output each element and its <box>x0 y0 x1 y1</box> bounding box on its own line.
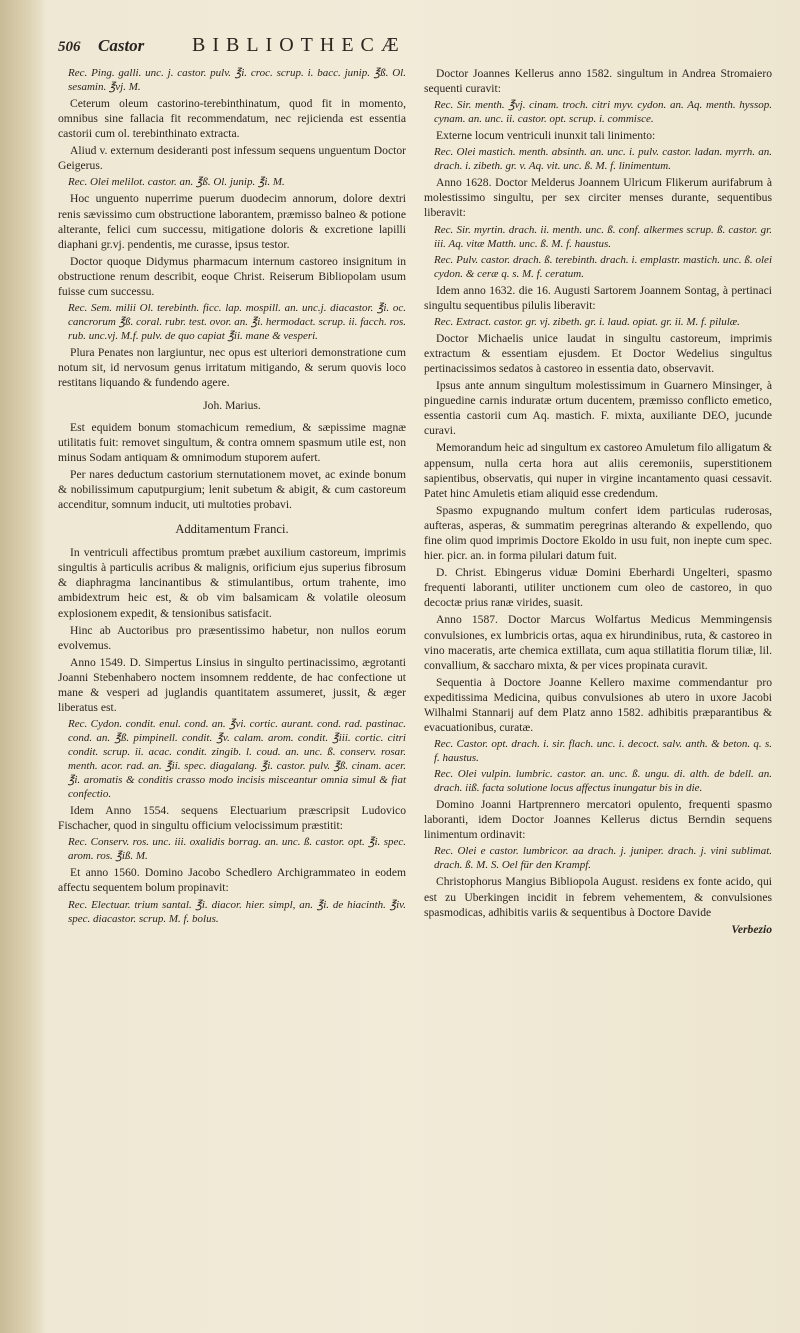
paragraph: Memorandum heic ad singultum ex castoreo Amuletum filo alligatum & appensum, nulla certa hora aut aliis ceremoniis, superstitionem sapientibus, observatis, qui nuper in virgine incantamento quasi cessavit. Patet hinc Amuletis etiam aliquid esse credendum. <box>424 441 772 500</box>
prescription: Rec. Extract. castor. gr. vj. zibeth. gr. i. laud. opiat. gr. ii. M. f. pilulæ. <box>434 315 740 328</box>
binding-shadow <box>0 0 46 1333</box>
paragraph: Doctor quoque Didymus pharmacum internum castoreo insignitum in obstructione renum describit, eoque Christ. Reiserum Bibliopolam usum fuisse cum successu. <box>58 254 406 299</box>
paragraph: Domino Joanni Hartprennero mercatori opulento, frequenti spasmo laboranti, idem Doctor Joannes Kellerus dictus Berndin sequens linimentum ordinavit: <box>424 798 772 842</box>
paragraph: Doctor Michaelis unice laudat in singultu castoreum, imprimis extractum & essentiam ejusdem. Et Doctor Wedelius singultus pertinacissimos sedatos à castoreo in essentia dato, observavit. <box>424 331 772 375</box>
prescription: Rec. Conserv. ros. unc. iii. oxalidis borrag. an. unc. ß. castor. opt. ℥i. spec. arom. ros. ℥iß. M. <box>68 836 406 863</box>
page-number: 506 <box>58 39 81 55</box>
prescription: Rec. Electuar. trium santal. ℥i. diacor. hier. simpl, an. ℥i. de hiacinth. ℥iv. spec. diacastor. scrup. M. f. bolus. <box>68 898 406 925</box>
left-column <box>58 66 406 939</box>
paragraph: Anno 1628. Doctor Melderus Joannem Ulricum Flikerum aurifabrum à molestissimo singultu, per sex circiter menses durante, sequentibus liberavit: <box>424 176 772 220</box>
paragraph: Ceterum oleum castorino-terebinthinatum, quod fit in momento, omnibus sine fallacia fit recommendatum, nec rejicienda est essentia castorii cum ol. terebinthinato extracta. <box>58 97 406 141</box>
paragraph: Doctor Joannes Kellerus anno 1582. singultum in Andrea Stromaiero sequenti curavit: <box>424 67 772 96</box>
paragraph: Spasmo expugnando multum confert idem particulas ruderosas, aufteras, asperas, & summatim peregrinas alterando & expellendo, quo fine olim quod imprimis Doctore Ekoldo in usu fuit, non inepte cum spec. hier. picr. an. in forma pilulari datum fuit. <box>424 503 772 563</box>
section-heading: Additamentum Franci. <box>175 522 289 537</box>
paragraph: Ipsus ante annum singultum molestissimum in Guarnero Minsinger, à pinguedine carnis induratæ ortum ducentem, præmisso conflicto emetico, essentia castorii cum Aq. mastich. F. mixta, auxiliante DEO, jucunde curavi. <box>424 379 772 438</box>
prescription: Rec. Olei e castor. lumbricor. aa drach. j. juniper. drach. j. vini sublimat. drach. ß. M. S. Oel für den Krampf. <box>434 845 772 872</box>
prescription: Rec. Castor. opt. drach. i. sir. flach. unc. i. decoct. salv. anth. & beton. q. s. f. haustus. <box>434 738 772 765</box>
paragraph: Anno 1587. Doctor Marcus Wolfartus Medicus Memmingensis convulsiones, ex lumbricis ortas, aqua ex hirundinibus, ruta, & castoreo in vino maceratis, arte chemica extillata, cum aqua stillatitia florum tiliæ, lil. convallium, & saccharo mixta, & per vices propinata curavit. <box>424 613 772 672</box>
paragraph: Est equidem bonum stomachicum remedium, & sæpissime magnæ utilitatis fuit: removet singultum, & contra omnem spasmum utile est, non minus Sodam antiquam & omnimodum stuporem aufert. <box>58 420 406 464</box>
prescription: Rec. Cydon. condit. enul. cond. an. ℥vi. cortic. aurant. cond. rad. pastinac. cond. an. ℥ß. pimpinell. condit. ℥v. calam. arom. condit. ℥iii. cortic. citri condit. scrup. ii. acac. condit. zingib. l. coud. an. unc. ß. conserv. rosar. menth. acor. rad. an. ℥ii. spec. diagalang. ℥i. castor. pulv. ℥ß. cinam. acer. ℥i. aromatis & conditis crasso modo incisis misceantur omnia simul & fiat confectio. <box>68 718 406 801</box>
paragraph: Externe locum ventriculi inunxit tali linimento: <box>436 129 656 143</box>
prescription: Rec. Sir. menth. ℥vj. cinam. troch. citri myv. cydon. an. Aq. menth. hyssop. cynam. an. unc. ii. castor. opt. scrup. i. commisce. <box>434 99 772 126</box>
paragraph: Anno 1549. D. Simpertus Linsius in singulto pertinacissimo, ægrotanti Joanni Stebenhabero noctem insomnem reddente, de hac confectione ut mane & vesperi ad juglandis quantitatem assumeret, jussit, & æger liberatus est. <box>58 655 406 715</box>
prescription: Rec. Olei mastich. menth. absinth. an. unc. i. pulv. castor. ladan. myrrh. an. drach. i. zibeth. gr. v. Aq. vit. unc. ß. M. f. linimentum. <box>434 146 772 173</box>
paragraph: Idem Anno 1554. sequens Electuarium præscripsit Ludovico Fischacher, quod in singultu officium velocissimum præstitit: <box>58 804 406 833</box>
prescription: Rec. Ping. galli. unc. j. castor. pulv. ℥i. croc. scrup. i. bacc. junip. ℥ß. Ol. sesamin. ℥vj. M. <box>68 67 406 93</box>
right-column <box>424 66 772 939</box>
page-title: BIBLIOTHECÆ <box>192 34 406 56</box>
page-header <box>58 34 772 60</box>
prescription: Rec. Olei vulpin. lumbric. castor. an. unc. ß. ungu. di. alth. de bdell. an. drach. iiß. facta solutione locus affectus inungatur bis in die. <box>434 768 772 795</box>
prescription: Rec. Sir. myrtin. drach. ii. menth. unc. ß. conf. alkermes scrup. ß. castor. gr. iii. Aq. vitæ Matth. unc. ß. M. f. haustus. <box>434 223 772 250</box>
paragraph: Idem anno 1632. die 16. Augusti Sartorem Joannem Sontag, à pertinaci singultu sequentibus pilulis liberavit: <box>424 283 772 312</box>
paragraph: Christophorus Mangius Bibliopola August. residens ex fonte acido, qui est zu Uberkingen incidit in febrem vehementem, & convulsiones spasmodicas, adhibitis variis & sequentibus à Doctore Davide <box>424 875 772 919</box>
paragraph: In ventriculi affectibus promtum præbet auxilium castoreum, imprimis singultis à particulis acribus & malignis, orificium ejus superius fibrosum & diaphragma lancinantibus & stimulantibus, ortum trahente, imo ambidextrum heic est, & ob vim balsamicam & volatile oleosum explosionem expedit, & tensionibus satisfacit. <box>58 546 406 620</box>
prescription: Rec. Pulv. castor. drach. ß. terebinth. drach. i. emplastr. mastich. unc. ß. olei cydon. & ceræ q. s. M. f. ceratum. <box>434 253 772 280</box>
running-head: Castor <box>98 36 145 55</box>
paragraph: Et anno 1560. Domino Jacobo Schedlero Archigrammateo in eodem affectu sequentem bolum propinavit: <box>58 866 406 895</box>
paragraph: Hoc unguento nuperrime puerum duodecim annorum, dolore dextri renis sævissimo cum obstructione laborantem, præmisso balneo & potione alterante, felici cum successu, mitigatione doloris & excretione lapilli diaphani gr.vj. pendentis, me curasse, ipsus testor. <box>58 192 406 251</box>
text-columns <box>58 66 772 939</box>
paragraph: D. Christ. Ebingerus viduæ Domini Eberhardi Ungelteri, spasmo frequenti laboranti, utiliter unctionem cum oleo de castoreo, in quo decoctæ prius ranæ virides, suasit. <box>424 566 772 610</box>
paragraph: Per nares deductum castorium sternutationem movet, ac exinde bonum & nobilissimum caputpurgium; lenit subetum & abigit, & cum castoreum accenditur, somnum inducit, uti multoties probavi. <box>58 467 406 511</box>
paragraph: Hinc ab Auctoribus pro præsentissimo habetur, non nullos eorum evolvemus. <box>58 623 406 652</box>
paragraph: Sequentia à Doctore Joanne Kellero maxime commendantur pro expeditissima Medicina, quibus convulsiones ab utero in uxore Jacobi Wilhalmi Stannarij auf dem Platz anno 1582. adhibitis præparantibus & evacuationibus, curatæ. <box>424 675 772 735</box>
author-signature: Joh. Marius. <box>203 399 261 413</box>
paragraph: Aliud v. externum desideranti post infessum sequens unguentum Doctor Geigerus. <box>58 144 406 173</box>
paragraph: Plura Penates non largiuntur, nec opus est ulteriori demonstratione cum notum sit, id nervosum genus irritatum mitigando, & serum quovis loco restitans liquando & fundendo agere. <box>58 346 406 390</box>
catchword: Verbezio <box>731 922 772 936</box>
prescription: Rec. Sem. milii Ol. terebinth. ficc. lap. mospill. an. unc.j. diacastor. ℥i. oc. cancrorum ℥ß. coral. rubr. test. ovor. an. ℥i. hermodact. scrup. ii. facch. ros. rub. unc.vj. M.f. pulv. de quo capiat ℥ii. mane & vesperi. <box>68 302 406 343</box>
prescription: Rec. Olei melilot. castor. an. ℥ß. Ol. junip. ℥i. M. <box>68 176 285 189</box>
